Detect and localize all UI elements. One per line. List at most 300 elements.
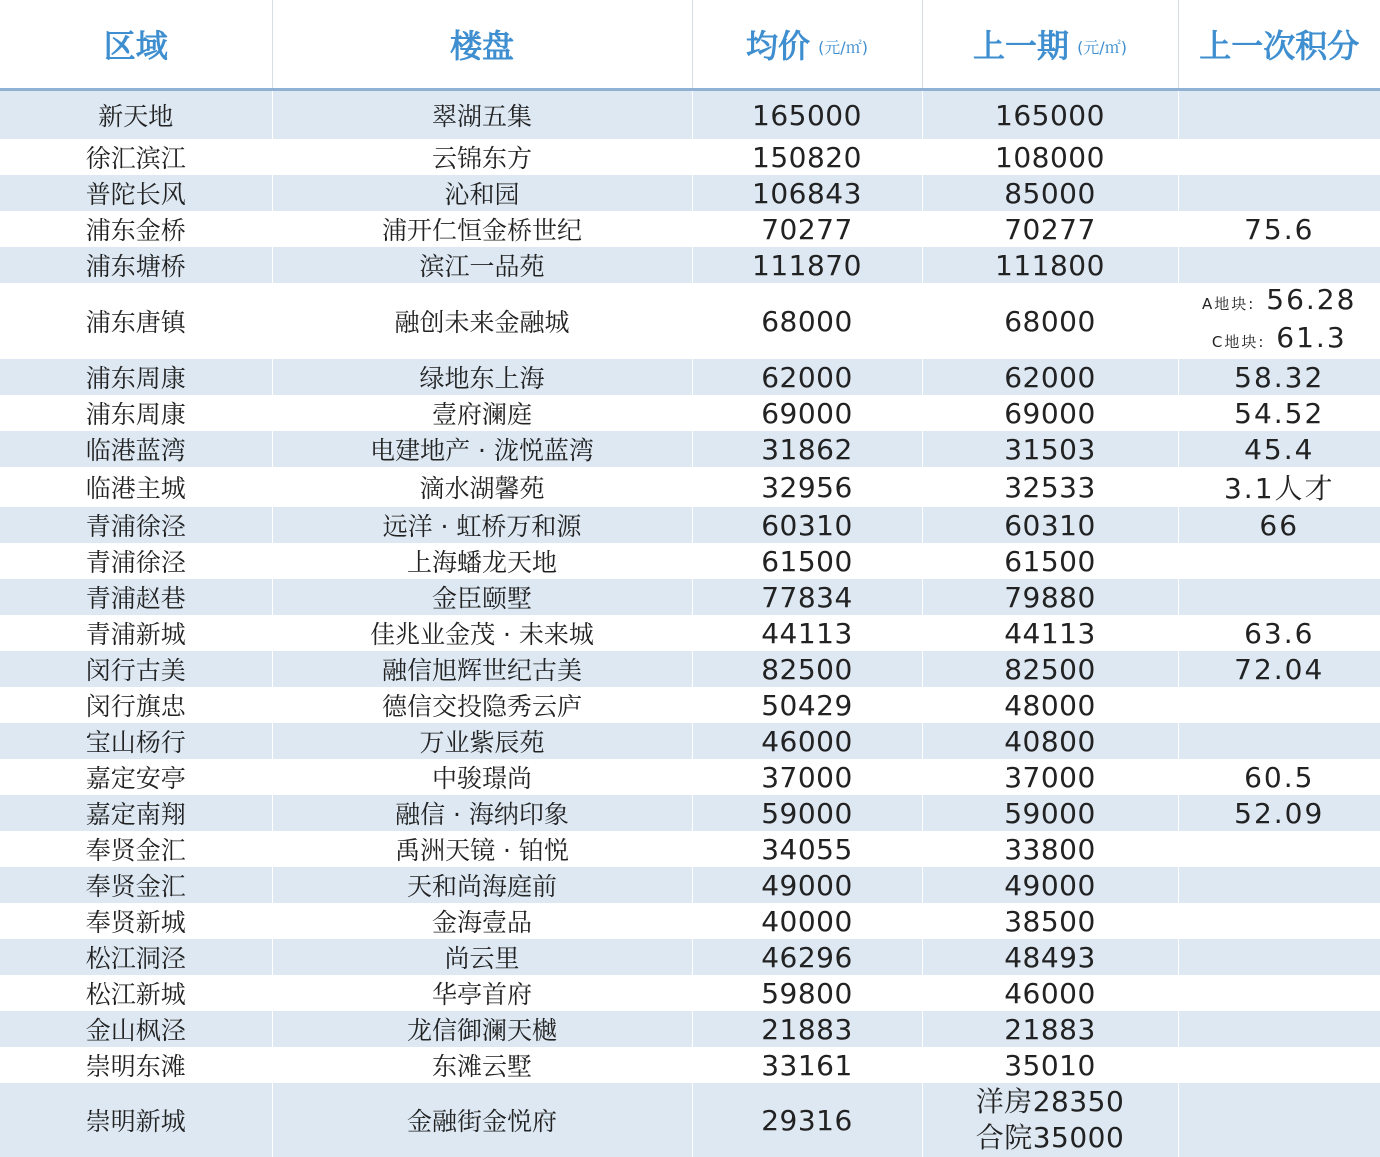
price-cell xyxy=(692,1083,922,1157)
region-text: 青浦赵巷 xyxy=(86,584,186,613)
region-cell xyxy=(0,867,272,903)
previous-price-text: 48493 xyxy=(1004,941,1096,974)
price-text: 46000 xyxy=(761,725,853,758)
project-text: 融信 · 海纳印象 xyxy=(395,800,569,829)
region-text: 金山枫泾 xyxy=(86,1016,186,1045)
price-cell xyxy=(692,359,922,395)
price-text: 82500 xyxy=(761,653,853,686)
score-cell xyxy=(1178,395,1380,431)
table-row xyxy=(0,1047,1380,1083)
region-text: 新天地 xyxy=(98,102,173,131)
score-cell xyxy=(1178,651,1380,687)
region-cell xyxy=(0,431,272,467)
previous-price-cell xyxy=(922,175,1178,211)
region-cell xyxy=(0,723,272,759)
project-cell xyxy=(272,867,692,903)
table-row xyxy=(0,395,1380,431)
price-cell xyxy=(692,579,922,615)
score-text: 75.6 xyxy=(1244,213,1314,246)
price-text: 31862 xyxy=(761,433,853,466)
table-row xyxy=(0,507,1380,543)
price-text: 70277 xyxy=(761,213,853,246)
project-cell xyxy=(272,651,692,687)
price-cell xyxy=(692,543,922,579)
table-row xyxy=(0,975,1380,1011)
price-text: 150820 xyxy=(752,141,862,174)
previous-price-cell xyxy=(922,247,1178,283)
region-text: 青浦徐泾 xyxy=(86,512,186,541)
table-row xyxy=(0,615,1380,651)
price-text: 69000 xyxy=(761,397,853,430)
project-text: 金融街金悦府 xyxy=(407,1107,557,1136)
previous-price-cell xyxy=(922,211,1178,247)
score-text: 66 xyxy=(1259,509,1299,542)
plot-c-value: 61.3 xyxy=(1276,321,1346,354)
region-text: 临港主城 xyxy=(86,474,186,503)
previous-price-cell xyxy=(922,507,1178,543)
region-cell xyxy=(0,90,272,140)
price-text: 34055 xyxy=(761,833,853,866)
table-row xyxy=(0,359,1380,395)
project-text: 佳兆业金茂 · 未来城 xyxy=(370,620,594,649)
table-row xyxy=(0,831,1380,867)
price-cell xyxy=(692,759,922,795)
project-text: 电建地产 · 泷悦蓝湾 xyxy=(370,436,594,465)
header-previous-label: 上一期 xyxy=(973,27,1069,65)
price-cell xyxy=(692,687,922,723)
previous-price-cell xyxy=(922,467,1178,507)
score-cell xyxy=(1178,831,1380,867)
region-text: 青浦新城 xyxy=(86,620,186,649)
score-cell xyxy=(1178,579,1380,615)
plot-c-score xyxy=(1179,321,1380,359)
previous-price-cell xyxy=(922,1047,1178,1083)
score-cell xyxy=(1178,759,1380,795)
score-cell xyxy=(1178,247,1380,283)
project-cell xyxy=(272,579,692,615)
previous-price-text: 21883 xyxy=(1004,1013,1096,1046)
project-cell xyxy=(272,1047,692,1083)
previous-price-text: 85000 xyxy=(1004,177,1096,210)
price-cell xyxy=(692,283,922,359)
previous-price-text: 38500 xyxy=(1004,905,1096,938)
previous-price-cell xyxy=(922,90,1178,140)
table-row xyxy=(0,139,1380,175)
previous-price-cell xyxy=(922,431,1178,467)
price-text: 61500 xyxy=(761,545,853,578)
header-previous xyxy=(922,0,1178,90)
project-text: 融信旭辉世纪古美 xyxy=(382,656,582,685)
price-text: 62000 xyxy=(761,361,853,394)
project-text: 壹府澜庭 xyxy=(432,400,532,429)
table-row xyxy=(0,211,1380,247)
score-cell xyxy=(1178,975,1380,1011)
price-cell xyxy=(692,651,922,687)
previous-price-text: 46000 xyxy=(1004,977,1096,1010)
table-row xyxy=(0,1083,1380,1157)
price-cell xyxy=(692,867,922,903)
table-row xyxy=(0,867,1380,903)
previous-price-cell xyxy=(922,651,1178,687)
score-cell xyxy=(1178,283,1380,359)
region-cell xyxy=(0,1083,272,1157)
previous-price-text: 40800 xyxy=(1004,725,1096,758)
table-row xyxy=(0,723,1380,759)
price-text: 59800 xyxy=(761,977,853,1010)
score-cell xyxy=(1178,795,1380,831)
project-text: 远洋 · 虹桥万和源 xyxy=(383,512,582,541)
header-avg-price xyxy=(692,0,922,90)
score-cell xyxy=(1178,687,1380,723)
region-cell xyxy=(0,903,272,939)
region-text: 嘉定安亭 xyxy=(86,764,186,793)
price-text: 40000 xyxy=(761,905,853,938)
table-row xyxy=(0,431,1380,467)
previous-price-cell xyxy=(922,283,1178,359)
previous-price-text: 79880 xyxy=(1004,581,1096,614)
price-text: 111870 xyxy=(752,249,862,282)
table-row xyxy=(0,283,1380,359)
region-cell xyxy=(0,939,272,975)
previous-price-text: 111800 xyxy=(995,249,1105,282)
region-cell xyxy=(0,139,272,175)
region-text: 普陀长风 xyxy=(86,180,186,209)
project-cell xyxy=(272,759,692,795)
region-text: 浦东周康 xyxy=(86,364,186,393)
region-text: 临港蓝湾 xyxy=(86,436,186,465)
project-text: 翠湖五集 xyxy=(432,102,532,131)
previous-price-text: 165000 xyxy=(995,99,1105,132)
region-cell xyxy=(0,1011,272,1047)
header-previous-unit: (元/㎡) xyxy=(1077,38,1127,57)
region-text: 青浦徐泾 xyxy=(86,548,186,577)
project-text: 上海蟠龙天地 xyxy=(407,548,557,577)
score-cell xyxy=(1178,211,1380,247)
price-text: 33161 xyxy=(761,1049,853,1082)
score-cell xyxy=(1178,903,1380,939)
price-text: 46296 xyxy=(761,941,853,974)
region-cell xyxy=(0,211,272,247)
header-region xyxy=(0,0,272,90)
previous-price-cell xyxy=(922,395,1178,431)
score-cell xyxy=(1178,507,1380,543)
score-cell xyxy=(1178,939,1380,975)
score-cell xyxy=(1178,615,1380,651)
price-cell xyxy=(692,90,922,140)
previous-price-text: 49000 xyxy=(1004,869,1096,902)
project-text: 浦开仁恒金桥世纪 xyxy=(382,216,582,245)
previous-price-cell xyxy=(922,579,1178,615)
previous-price-text: 59000 xyxy=(1004,797,1096,830)
table-row xyxy=(0,795,1380,831)
region-cell xyxy=(0,543,272,579)
header-last-score xyxy=(1178,0,1380,90)
price-cell xyxy=(692,723,922,759)
region-text: 浦东塘桥 xyxy=(86,252,186,281)
table-row xyxy=(0,903,1380,939)
project-cell xyxy=(272,359,692,395)
score-cell xyxy=(1178,1083,1380,1157)
previous-price-text: 60310 xyxy=(1004,509,1096,542)
table-body xyxy=(0,90,1380,1157)
region-text: 浦东唐镇 xyxy=(86,308,186,337)
region-cell xyxy=(0,247,272,283)
previous-price-text: 69000 xyxy=(1004,397,1096,430)
region-text: 闵行旗忠 xyxy=(86,692,186,721)
price-text: 37000 xyxy=(761,761,853,794)
project-cell xyxy=(272,467,692,507)
price-cell xyxy=(692,795,922,831)
project-text: 滴水湖馨苑 xyxy=(419,474,544,503)
previous-price-text: 32533 xyxy=(1004,471,1096,504)
previous-price-text: 61500 xyxy=(1004,545,1096,578)
previous-price-cell xyxy=(922,139,1178,175)
previous-price-cell xyxy=(922,1011,1178,1047)
previous-price-cell xyxy=(922,867,1178,903)
price-text: 21883 xyxy=(761,1013,853,1046)
plot-c-label: C地块: xyxy=(1212,333,1266,351)
price-cell xyxy=(692,139,922,175)
project-cell xyxy=(272,795,692,831)
project-cell xyxy=(272,283,692,359)
region-cell xyxy=(0,175,272,211)
project-cell xyxy=(272,687,692,723)
price-text: 106843 xyxy=(752,177,862,210)
project-cell xyxy=(272,1083,692,1157)
region-cell xyxy=(0,795,272,831)
project-text: 沁和园 xyxy=(444,180,519,209)
price-text: 49000 xyxy=(761,869,853,902)
score-cell xyxy=(1178,1047,1380,1083)
header-avg-price-label: 均价 xyxy=(746,27,810,65)
previous-price-text: 108000 xyxy=(995,141,1105,174)
price-cell xyxy=(692,831,922,867)
previous-price-text: 62000 xyxy=(1004,361,1096,394)
score-text: 58.32 xyxy=(1234,361,1324,394)
region-text: 徐汇滨江 xyxy=(86,144,186,173)
region-cell xyxy=(0,467,272,507)
header-avg-price-unit: (元/㎡) xyxy=(818,38,868,57)
score-cell xyxy=(1178,1011,1380,1047)
previous-price-text: 48000 xyxy=(1004,689,1096,722)
project-text: 尚云里 xyxy=(444,944,519,973)
price-cell xyxy=(692,467,922,507)
table-row xyxy=(0,687,1380,723)
project-cell xyxy=(272,903,692,939)
table-row xyxy=(0,543,1380,579)
project-cell xyxy=(272,139,692,175)
project-cell xyxy=(272,507,692,543)
price-cell xyxy=(692,1047,922,1083)
project-cell xyxy=(272,723,692,759)
price-cell xyxy=(692,211,922,247)
project-text: 金海壹品 xyxy=(432,908,532,937)
price-cell xyxy=(692,175,922,211)
price-cell xyxy=(692,1011,922,1047)
price-text: 50429 xyxy=(761,689,853,722)
region-cell xyxy=(0,359,272,395)
project-text: 东滩云墅 xyxy=(432,1052,532,1081)
project-cell xyxy=(272,175,692,211)
region-text: 奉贤金汇 xyxy=(86,872,186,901)
plot-a-score xyxy=(1179,283,1380,321)
score-text: 3.1人才 xyxy=(1224,472,1335,505)
score-text: 63.6 xyxy=(1244,617,1314,650)
price-text: 29316 xyxy=(761,1104,853,1137)
previous-price-text: 35010 xyxy=(1004,1049,1096,1082)
previous-price-line: 合院35000 xyxy=(923,1120,1178,1156)
score-cell xyxy=(1178,175,1380,211)
price-cell xyxy=(692,507,922,543)
region-text: 松江洞泾 xyxy=(86,944,186,973)
previous-price-cell xyxy=(922,831,1178,867)
project-cell xyxy=(272,543,692,579)
score-text: 60.5 xyxy=(1244,761,1314,794)
previous-price-cell xyxy=(922,759,1178,795)
price-text: 165000 xyxy=(752,99,862,132)
project-text: 中骏璟尚 xyxy=(432,764,532,793)
previous-price-text: 37000 xyxy=(1004,761,1096,794)
plot-a-value: 56.28 xyxy=(1266,283,1356,316)
region-cell xyxy=(0,507,272,543)
project-cell xyxy=(272,831,692,867)
previous-price-cell xyxy=(922,939,1178,975)
project-text: 禹洲天镜 · 铂悦 xyxy=(395,836,569,865)
project-text: 天和尚海庭前 xyxy=(407,872,557,901)
score-text: 52.09 xyxy=(1234,797,1324,830)
previous-price-text: 33800 xyxy=(1004,833,1096,866)
region-text: 嘉定南翔 xyxy=(86,800,186,829)
project-cell xyxy=(272,1011,692,1047)
score-cell xyxy=(1178,723,1380,759)
price-text: 32956 xyxy=(761,471,853,504)
table-row xyxy=(0,90,1380,140)
header-region-label: 区域 xyxy=(104,27,168,65)
table-row xyxy=(0,247,1380,283)
previous-price-cell xyxy=(922,359,1178,395)
previous-price-text: 82500 xyxy=(1004,653,1096,686)
region-cell xyxy=(0,579,272,615)
price-cell xyxy=(692,431,922,467)
score-cell xyxy=(1178,543,1380,579)
previous-price-cell xyxy=(922,1083,1178,1157)
score-text: 45.4 xyxy=(1244,433,1314,466)
region-text: 闵行古美 xyxy=(86,656,186,685)
previous-price-line: 洋房28350 xyxy=(923,1084,1178,1120)
region-text: 奉贤金汇 xyxy=(86,836,186,865)
project-cell xyxy=(272,211,692,247)
price-cell xyxy=(692,939,922,975)
project-cell xyxy=(272,431,692,467)
table-row xyxy=(0,939,1380,975)
price-text: 77834 xyxy=(761,581,853,614)
project-cell xyxy=(272,90,692,140)
previous-price-cell xyxy=(922,903,1178,939)
score-cell xyxy=(1178,867,1380,903)
price-cell xyxy=(692,903,922,939)
previous-price-cell xyxy=(922,615,1178,651)
score-text: 72.04 xyxy=(1234,653,1324,686)
project-cell xyxy=(272,939,692,975)
region-cell xyxy=(0,687,272,723)
price-cell xyxy=(692,615,922,651)
project-cell xyxy=(272,395,692,431)
region-cell xyxy=(0,283,272,359)
project-cell xyxy=(272,247,692,283)
table-row xyxy=(0,579,1380,615)
price-cell xyxy=(692,247,922,283)
region-text: 浦东周康 xyxy=(86,400,186,429)
region-cell xyxy=(0,615,272,651)
price-cell xyxy=(692,975,922,1011)
project-text: 德信交投隐秀云庐 xyxy=(382,692,582,721)
score-cell xyxy=(1178,139,1380,175)
region-cell xyxy=(0,975,272,1011)
table-row xyxy=(0,1011,1380,1047)
table-row xyxy=(0,759,1380,795)
region-cell xyxy=(0,759,272,795)
project-text: 滨江一品苑 xyxy=(419,252,544,281)
price-text: 60310 xyxy=(761,509,853,542)
score-cell xyxy=(1178,467,1380,507)
price-text: 59000 xyxy=(761,797,853,830)
score-cell xyxy=(1178,359,1380,395)
price-cell xyxy=(692,395,922,431)
previous-price-cell xyxy=(922,975,1178,1011)
region-cell xyxy=(0,831,272,867)
previous-price-cell xyxy=(922,687,1178,723)
project-cell xyxy=(272,615,692,651)
project-cell xyxy=(272,975,692,1011)
previous-price-text: 68000 xyxy=(1004,305,1096,338)
region-cell xyxy=(0,395,272,431)
previous-price-cell xyxy=(922,795,1178,831)
project-text: 绿地东上海 xyxy=(419,364,544,393)
table-row xyxy=(0,467,1380,507)
previous-price-text: 70277 xyxy=(1004,213,1096,246)
region-text: 崇明新城 xyxy=(86,1107,186,1136)
header-project-label: 楼盘 xyxy=(450,27,514,65)
region-cell xyxy=(0,1047,272,1083)
region-text: 宝山杨行 xyxy=(86,728,186,757)
region-text: 松江新城 xyxy=(86,980,186,1009)
previous-price-cell xyxy=(922,723,1178,759)
price-text: 68000 xyxy=(761,305,853,338)
header-row xyxy=(0,0,1380,90)
score-cell xyxy=(1178,431,1380,467)
price-text: 44113 xyxy=(761,617,853,650)
region-cell xyxy=(0,651,272,687)
region-text: 崇明东滩 xyxy=(86,1052,186,1081)
table-row xyxy=(0,651,1380,687)
project-text: 融创未来金融城 xyxy=(394,308,569,337)
project-text: 金臣颐墅 xyxy=(432,584,532,613)
plot-a-label: A地块: xyxy=(1202,295,1255,313)
region-text: 奉贤新城 xyxy=(86,908,186,937)
header-last-score-label: 上一次积分 xyxy=(1199,27,1359,65)
project-text: 云锦东方 xyxy=(432,144,532,173)
project-text: 万业紫辰苑 xyxy=(419,728,544,757)
project-text: 龙信御澜天樾 xyxy=(407,1016,557,1045)
project-text: 华亭首府 xyxy=(432,980,532,1009)
previous-price-text: 31503 xyxy=(1004,433,1096,466)
previous-price-cell xyxy=(922,543,1178,579)
previous-price-text: 44113 xyxy=(1004,617,1096,650)
table-row xyxy=(0,175,1380,211)
score-text: 54.52 xyxy=(1234,397,1324,430)
header-project xyxy=(272,0,692,90)
score-cell xyxy=(1178,90,1380,140)
